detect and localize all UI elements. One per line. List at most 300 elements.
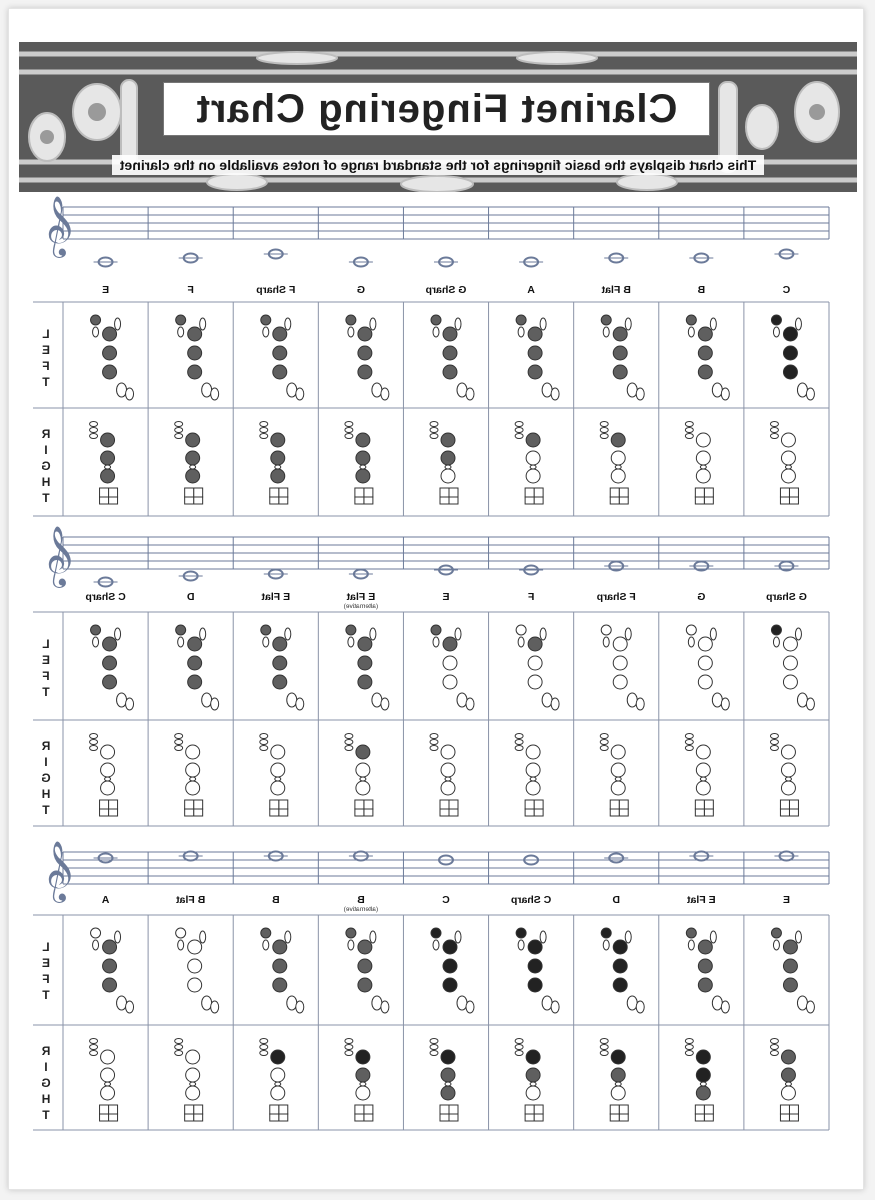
tone-hole-icon	[103, 959, 117, 973]
tone-hole-icon	[781, 469, 795, 483]
pinky-key-icon	[449, 800, 458, 809]
trill-key-icon	[90, 1051, 98, 1056]
trill-key-icon	[260, 746, 268, 751]
trill-key-icon	[430, 1045, 438, 1050]
pinky-key-icon	[109, 1114, 118, 1121]
side-key-icon	[712, 693, 722, 707]
tone-hole-icon	[698, 959, 712, 973]
side-key-icon	[721, 1001, 729, 1013]
tone-hole-icon	[613, 940, 627, 954]
pinky-key-icon	[695, 497, 704, 504]
tone-hole-icon	[186, 1068, 200, 1082]
trill-key-icon	[770, 1045, 778, 1050]
trill-key-icon	[430, 434, 438, 439]
pinky-key-icon	[279, 1114, 288, 1121]
side-key-icon	[797, 996, 807, 1010]
note-name-label: E Flat	[261, 591, 291, 603]
hand-label-right: T	[42, 803, 50, 817]
thumb-hole-icon	[346, 625, 356, 635]
pinky-key-icon	[355, 1105, 364, 1114]
trill-key-icon	[685, 1039, 693, 1044]
tone-hole-icon	[273, 656, 287, 670]
pinky-key-icon	[364, 1114, 373, 1121]
thumb-hole-icon	[771, 315, 781, 325]
side-key-icon	[466, 1001, 474, 1013]
trill-key-icon	[710, 318, 716, 330]
side-key-icon	[202, 693, 212, 707]
tone-hole-icon	[698, 637, 712, 651]
fingering-cell	[600, 854, 644, 1122]
tone-hole-icon	[356, 1086, 370, 1100]
fingering-cell	[515, 258, 559, 505]
register-key-icon	[348, 940, 354, 950]
register-key-icon	[518, 327, 524, 337]
note-name-label: F Sharp	[256, 284, 296, 296]
pinky-key-icon	[780, 1114, 789, 1121]
tone-hole-icon	[613, 675, 627, 689]
trill-key-icon	[345, 734, 353, 739]
trill-key-icon	[770, 1051, 778, 1056]
thumb-hole-icon	[261, 928, 271, 938]
tone-hole-icon	[273, 940, 287, 954]
trill-key-icon	[115, 931, 121, 943]
trill-key-icon	[515, 746, 523, 751]
trill-key-icon	[370, 318, 376, 330]
trill-key-icon	[430, 428, 438, 433]
tone-hole-icon	[186, 1086, 200, 1100]
tone-hole-icon	[358, 346, 372, 360]
pinky-key-icon	[525, 497, 534, 504]
register-key-icon	[93, 637, 99, 647]
trill-key-icon	[175, 740, 183, 745]
tone-hole-icon	[611, 451, 625, 465]
register-key-icon	[688, 637, 694, 647]
ring-key-icon	[530, 465, 536, 469]
side-key-icon	[296, 388, 304, 400]
side-key-icon	[712, 996, 722, 1010]
tone-hole-icon	[103, 346, 117, 360]
note-name-label: B Flat	[601, 284, 631, 296]
hand-label-left: F	[42, 669, 50, 683]
tone-hole-icon	[696, 451, 710, 465]
pinky-key-icon	[355, 800, 364, 809]
side-key-icon	[627, 693, 637, 707]
trill-key-icon	[90, 1039, 98, 1044]
trill-key-icon	[795, 931, 801, 943]
side-key-icon	[117, 383, 127, 397]
hand-label-right: G	[41, 771, 51, 785]
trill-key-icon	[430, 1051, 438, 1056]
tone-hole-icon	[103, 940, 117, 954]
thumb-hole-icon	[516, 315, 526, 325]
side-key-icon	[551, 388, 559, 400]
register-key-icon	[518, 637, 524, 647]
side-key-icon	[202, 383, 212, 397]
trill-key-icon	[430, 422, 438, 427]
side-key-icon	[381, 698, 389, 710]
tone-hole-icon	[358, 959, 372, 973]
tone-hole-icon	[783, 940, 797, 954]
pinky-key-icon	[619, 809, 628, 816]
treble-clef-icon: 𝄞	[46, 526, 77, 586]
pinky-key-icon	[610, 1105, 619, 1114]
trill-key-icon	[770, 740, 778, 745]
register-key-icon	[603, 940, 609, 950]
side-key-icon	[457, 383, 467, 397]
pinky-key-icon	[270, 800, 279, 809]
thumb-hole-icon	[346, 315, 356, 325]
alternative-label: (alternative)	[343, 603, 379, 610]
pinky-key-icon	[355, 809, 364, 816]
pinky-key-icon	[100, 488, 109, 497]
side-key-icon	[457, 693, 467, 707]
side-key-icon	[636, 1001, 644, 1013]
trill-key-icon	[600, 1045, 608, 1050]
thumb-hole-icon	[771, 928, 781, 938]
trill-key-icon	[685, 428, 693, 433]
tone-hole-icon	[101, 451, 115, 465]
tone-hole-icon	[443, 675, 457, 689]
trill-key-icon	[515, 434, 523, 439]
pinky-key-icon	[780, 1105, 789, 1114]
trill-key-icon	[345, 428, 353, 433]
tone-hole-icon	[271, 469, 285, 483]
tone-hole-icon	[696, 763, 710, 777]
pinky-key-icon	[364, 800, 373, 809]
trill-key-icon	[770, 422, 778, 427]
treble-clef-icon: 𝄞	[46, 841, 77, 901]
trill-key-icon	[685, 1051, 693, 1056]
ring-key-icon	[615, 1082, 621, 1086]
tone-hole-icon	[441, 1068, 455, 1082]
tone-hole-icon	[783, 637, 797, 651]
ring-key-icon	[785, 777, 791, 781]
tone-hole-icon	[698, 346, 712, 360]
side-key-icon	[551, 1001, 559, 1013]
pinky-key-icon	[279, 800, 288, 809]
tone-hole-icon	[698, 978, 712, 992]
tone-hole-icon	[271, 1050, 285, 1064]
note-name-label: E	[782, 894, 790, 906]
thumb-hole-icon	[91, 315, 101, 325]
pinky-key-icon	[525, 809, 534, 816]
register-key-icon	[688, 940, 694, 950]
trill-key-icon	[625, 628, 631, 640]
tone-hole-icon	[441, 745, 455, 759]
thumb-hole-icon	[91, 625, 101, 635]
tone-hole-icon	[443, 940, 457, 954]
trill-key-icon	[430, 740, 438, 745]
register-key-icon	[603, 637, 609, 647]
tone-hole-icon	[611, 763, 625, 777]
trill-key-icon	[260, 1039, 268, 1044]
trill-key-icon	[345, 740, 353, 745]
pinky-key-icon	[789, 1114, 798, 1121]
tone-hole-icon	[103, 637, 117, 651]
pinky-key-icon	[619, 1105, 628, 1114]
register-key-icon	[433, 637, 439, 647]
tone-hole-icon	[271, 1068, 285, 1082]
tone-hole-icon	[356, 1068, 370, 1082]
pinky-key-icon	[109, 497, 118, 504]
tone-hole-icon	[611, 1068, 625, 1082]
pinky-key-icon	[194, 1114, 203, 1121]
pinky-key-icon	[695, 800, 704, 809]
tone-hole-icon	[528, 327, 542, 341]
pinky-key-icon	[695, 1114, 704, 1121]
trill-key-icon	[345, 1051, 353, 1056]
hand-label-right: I	[44, 1060, 48, 1074]
thumb-hole-icon	[261, 625, 271, 635]
trill-key-icon	[345, 422, 353, 427]
tone-hole-icon	[186, 1050, 200, 1064]
tone-hole-icon	[613, 327, 627, 341]
trill-key-icon	[175, 428, 183, 433]
pinky-key-icon	[185, 800, 194, 809]
tone-hole-icon	[526, 745, 540, 759]
side-key-icon	[287, 383, 297, 397]
trill-key-icon	[455, 318, 461, 330]
tone-hole-icon	[613, 656, 627, 670]
tone-hole-icon	[441, 451, 455, 465]
trill-key-icon	[430, 734, 438, 739]
trill-key-icon	[175, 422, 183, 427]
pinky-key-icon	[704, 800, 713, 809]
tone-hole-icon	[696, 781, 710, 795]
note-name-label: C	[782, 284, 791, 296]
side-key-icon	[542, 693, 552, 707]
ring-key-icon	[190, 777, 196, 781]
tone-hole-icon	[613, 637, 627, 651]
tone-hole-icon	[783, 675, 797, 689]
note-name-label: B Flat	[176, 894, 206, 906]
trill-key-icon	[90, 740, 98, 745]
trill-key-icon	[175, 1045, 183, 1050]
hand-label-left: T	[42, 685, 50, 699]
register-key-icon	[773, 327, 779, 337]
fingering-cell	[345, 258, 389, 505]
pinky-key-icon	[619, 497, 628, 504]
trill-key-icon	[515, 1039, 523, 1044]
register-key-icon	[518, 940, 524, 950]
note-name-label: G	[356, 284, 365, 296]
trill-key-icon	[515, 1051, 523, 1056]
pinky-key-icon	[355, 1114, 364, 1121]
note-name-label: E	[102, 284, 110, 296]
pinky-key-icon	[449, 1105, 458, 1114]
register-key-icon	[433, 327, 439, 337]
note-name-label: F	[187, 284, 194, 296]
side-key-icon	[806, 698, 814, 710]
side-key-icon	[211, 698, 219, 710]
ring-key-icon	[360, 777, 366, 781]
tone-hole-icon	[441, 1050, 455, 1064]
tone-hole-icon	[783, 365, 797, 379]
pinky-key-icon	[100, 809, 109, 816]
trill-key-icon	[90, 434, 98, 439]
tone-hole-icon	[273, 365, 287, 379]
tone-hole-icon	[443, 637, 457, 651]
tone-hole-icon	[528, 365, 542, 379]
pinky-key-icon	[525, 1114, 534, 1121]
tone-hole-icon	[188, 978, 202, 992]
pinky-key-icon	[619, 800, 628, 809]
pinky-key-icon	[534, 809, 543, 816]
tone-hole-icon	[781, 1068, 795, 1082]
trill-key-icon	[175, 434, 183, 439]
pinky-key-icon	[704, 497, 713, 504]
tone-hole-icon	[441, 433, 455, 447]
tone-hole-icon	[101, 433, 115, 447]
tone-hole-icon	[103, 365, 117, 379]
pinky-key-icon	[610, 497, 619, 504]
trill-key-icon	[685, 734, 693, 739]
trill-key-icon	[200, 931, 206, 943]
ring-key-icon	[530, 1082, 536, 1086]
trill-key-icon	[770, 1039, 778, 1044]
pinky-key-icon	[780, 800, 789, 809]
trill-key-icon	[685, 746, 693, 751]
register-key-icon	[688, 327, 694, 337]
pinky-key-icon	[194, 1105, 203, 1114]
tone-hole-icon	[781, 1050, 795, 1064]
trill-key-icon	[260, 740, 268, 745]
tone-hole-icon	[526, 763, 540, 777]
pinky-key-icon	[525, 800, 534, 809]
ring-key-icon	[700, 777, 706, 781]
hand-label-left: L	[42, 327, 50, 341]
tone-hole-icon	[528, 959, 542, 973]
tone-hole-icon	[186, 781, 200, 795]
page-subtitle: This chart displays the basic fingerings for the standard range of notes available on the clarinet	[112, 155, 764, 175]
trill-key-icon	[90, 422, 98, 427]
treble-clef-icon: 𝄞	[46, 196, 77, 256]
hand-label-left: F	[42, 972, 50, 986]
note-name-label: G Sharp	[766, 591, 807, 603]
trill-key-icon	[175, 1039, 183, 1044]
side-key-icon	[296, 698, 304, 710]
trill-key-icon	[90, 1045, 98, 1050]
pinky-key-icon	[619, 488, 628, 497]
trill-key-icon	[540, 318, 546, 330]
trill-key-icon	[770, 434, 778, 439]
trill-key-icon	[515, 422, 523, 427]
pinky-key-icon	[100, 1114, 109, 1121]
tone-hole-icon	[611, 433, 625, 447]
trill-key-icon	[600, 746, 608, 751]
side-key-icon	[372, 996, 382, 1010]
tone-hole-icon	[441, 1086, 455, 1100]
ring-key-icon	[785, 1082, 791, 1086]
side-key-icon	[797, 383, 807, 397]
ring-key-icon	[445, 777, 451, 781]
pinky-key-icon	[270, 1105, 279, 1114]
thumb-hole-icon	[176, 315, 186, 325]
register-key-icon	[93, 327, 99, 337]
tone-hole-icon	[356, 433, 370, 447]
note-name-label: G	[697, 591, 706, 603]
note-name-label: G Sharp	[425, 284, 467, 296]
trill-key-icon	[685, 434, 693, 439]
trill-key-icon	[260, 422, 268, 427]
hand-label-right: I	[44, 443, 48, 457]
pinky-key-icon	[695, 488, 704, 497]
pinky-key-icon	[440, 800, 449, 809]
tone-hole-icon	[781, 763, 795, 777]
side-key-icon	[721, 388, 729, 400]
pinky-key-icon	[619, 1114, 628, 1121]
hand-label-left: F	[42, 359, 50, 373]
pinky-key-icon	[194, 488, 203, 497]
trill-key-icon	[625, 931, 631, 943]
tone-hole-icon	[188, 327, 202, 341]
tone-hole-icon	[358, 327, 372, 341]
tone-hole-icon	[271, 1086, 285, 1100]
fingering-cell	[685, 562, 729, 817]
register-key-icon	[178, 940, 184, 950]
hand-label-right: T	[42, 1108, 50, 1122]
tone-hole-icon	[783, 327, 797, 341]
hand-label-right: T	[42, 491, 50, 505]
tone-hole-icon	[273, 637, 287, 651]
pinky-key-icon	[109, 488, 118, 497]
ring-key-icon	[190, 1082, 196, 1086]
tone-hole-icon	[696, 433, 710, 447]
register-key-icon	[433, 940, 439, 950]
ring-key-icon	[105, 777, 111, 781]
ring-key-icon	[615, 465, 621, 469]
trill-key-icon	[770, 428, 778, 433]
side-key-icon	[542, 383, 552, 397]
trill-key-icon	[600, 1051, 608, 1056]
tone-hole-icon	[101, 763, 115, 777]
tone-hole-icon	[528, 940, 542, 954]
pinky-key-icon	[440, 809, 449, 816]
trill-key-icon	[90, 746, 98, 751]
pinky-key-icon	[789, 1105, 798, 1114]
fingering-cell	[175, 572, 219, 817]
fingering-cell	[90, 854, 134, 1122]
hand-label-right: H	[41, 787, 51, 801]
hand-label-right: G	[41, 1076, 51, 1090]
side-key-icon	[202, 996, 212, 1010]
tone-hole-icon	[188, 959, 202, 973]
pinky-key-icon	[100, 497, 109, 504]
thumb-hole-icon	[516, 928, 526, 938]
tone-hole-icon	[441, 781, 455, 795]
tone-hole-icon	[101, 1086, 115, 1100]
register-key-icon	[348, 637, 354, 647]
tone-hole-icon	[783, 346, 797, 360]
tone-hole-icon	[611, 1050, 625, 1064]
tone-hole-icon	[613, 978, 627, 992]
register-key-icon	[773, 940, 779, 950]
fingering-row-2	[33, 526, 829, 826]
thumb-hole-icon	[431, 625, 441, 635]
trill-key-icon	[625, 318, 631, 330]
tone-hole-icon	[613, 365, 627, 379]
fingering-cell	[685, 852, 729, 1122]
tone-hole-icon	[271, 763, 285, 777]
pinky-key-icon	[100, 1105, 109, 1114]
pinky-key-icon	[100, 800, 109, 809]
note-name-label: A	[101, 894, 110, 906]
tone-hole-icon	[611, 1086, 625, 1100]
trill-key-icon	[260, 428, 268, 433]
tone-hole-icon	[783, 959, 797, 973]
pinky-key-icon	[525, 488, 534, 497]
pinky-key-icon	[780, 488, 789, 497]
